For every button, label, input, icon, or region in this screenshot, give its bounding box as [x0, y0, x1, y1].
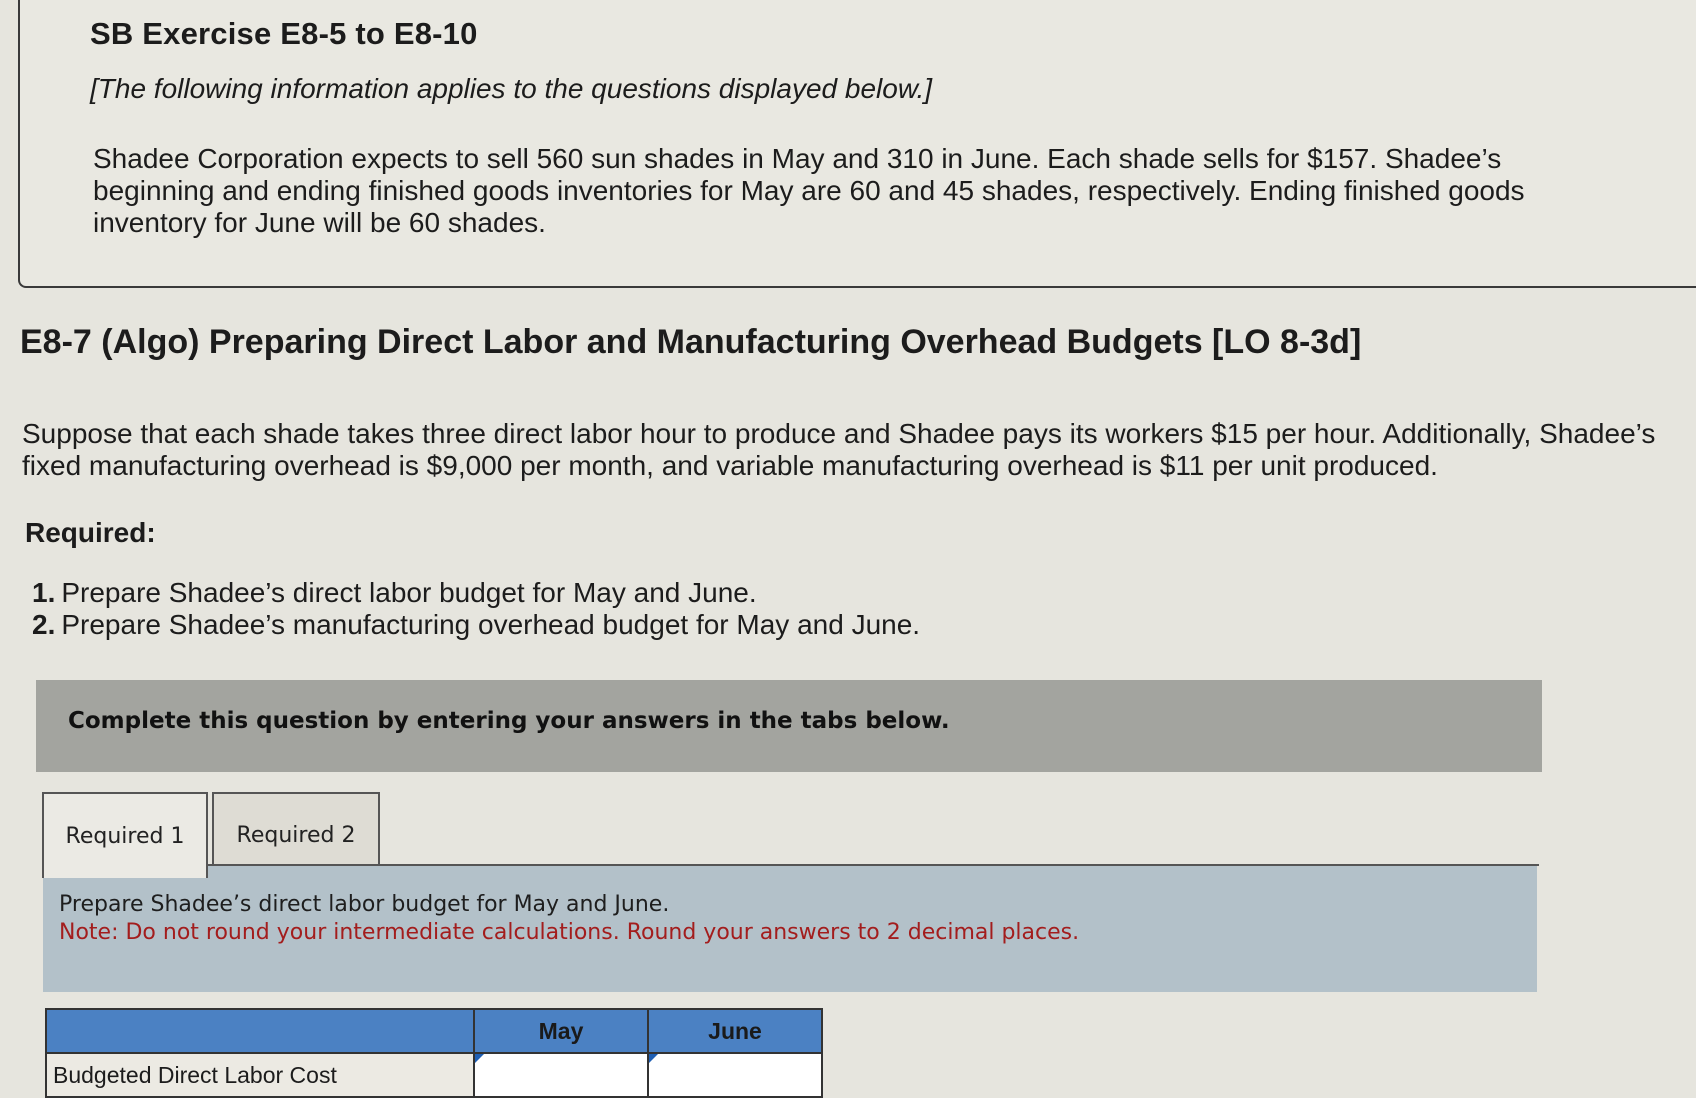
tab-label: Required 2: [236, 822, 356, 848]
column-header-june: June: [648, 1009, 822, 1053]
june-labor-cost-input[interactable]: [649, 1054, 821, 1096]
column-header-may: May: [474, 1009, 648, 1053]
direct-labor-budget-table: [45, 1008, 823, 1098]
required-label: Required:: [25, 517, 156, 548]
requirement-text: Prepare Shadee’s manufacturing overhead budget for May and June.: [61, 609, 921, 640]
exercise-set-title: SB Exercise E8-5 to E8-10: [90, 16, 478, 51]
may-labor-cost-cell: [474, 1053, 648, 1097]
may-labor-cost-input[interactable]: [475, 1054, 647, 1096]
table-row: [46, 1053, 822, 1097]
exercise-title: E8-7 (Algo) Preparing Direct Labor and Manufacturing Overhead Budgets [LO 8-3d]: [20, 323, 1362, 361]
requirement-item: [32, 609, 920, 641]
exercise-body-text: Suppose that each shade takes three direct labor hour to produce and Shadee pays its workers $15 per hour. Additionally, Shadee’s fixed manufacturing overhead is $9,000 per month, and variable manufacturing overhead is $11 per unit produced.: [22, 418, 1656, 481]
tab-required-1[interactable]: [42, 792, 208, 878]
requirement-item: [32, 577, 920, 609]
table-header-row: [46, 1009, 822, 1053]
panel-note: Note: Do not round your intermediate calculations. Round your answers to 2 decimal places.: [59, 920, 1080, 945]
june-labor-cost-cell: [648, 1053, 822, 1097]
requirement-number: 1.: [32, 577, 56, 608]
instruction-banner-text: Complete this question by entering your answers in the tabs below.: [68, 708, 950, 734]
input-marker-icon: [649, 1054, 658, 1063]
info-italic-note: [The following information applies to the questions displayed below.]: [90, 73, 933, 104]
info-body-text: Shadee Corporation expects to sell 560 sun shades in May and 310 in June. Each shade sells for $157. Shadee’s beginning and ending finished goods inventories for May are 60 and 45 shades, respectively. Ending finished goods inventory for June will be 60 shades.: [93, 143, 1525, 238]
tab-label: Required 1: [65, 823, 185, 849]
requirement-text: Prepare Shadee’s direct labor budget for May and June.: [61, 577, 757, 608]
question-panel: [43, 866, 1537, 992]
instruction-banner: [36, 680, 1542, 772]
input-marker-icon: [475, 1054, 484, 1063]
panel-instruction: Prepare Shadee’s direct labor budget for May and June.: [59, 892, 670, 917]
table-header-blank: [46, 1009, 474, 1053]
row-label-budgeted-direct-labor-cost: Budgeted Direct Labor Cost: [46, 1053, 474, 1097]
requirements-list: [32, 577, 920, 641]
requirement-number: 2.: [32, 609, 56, 640]
